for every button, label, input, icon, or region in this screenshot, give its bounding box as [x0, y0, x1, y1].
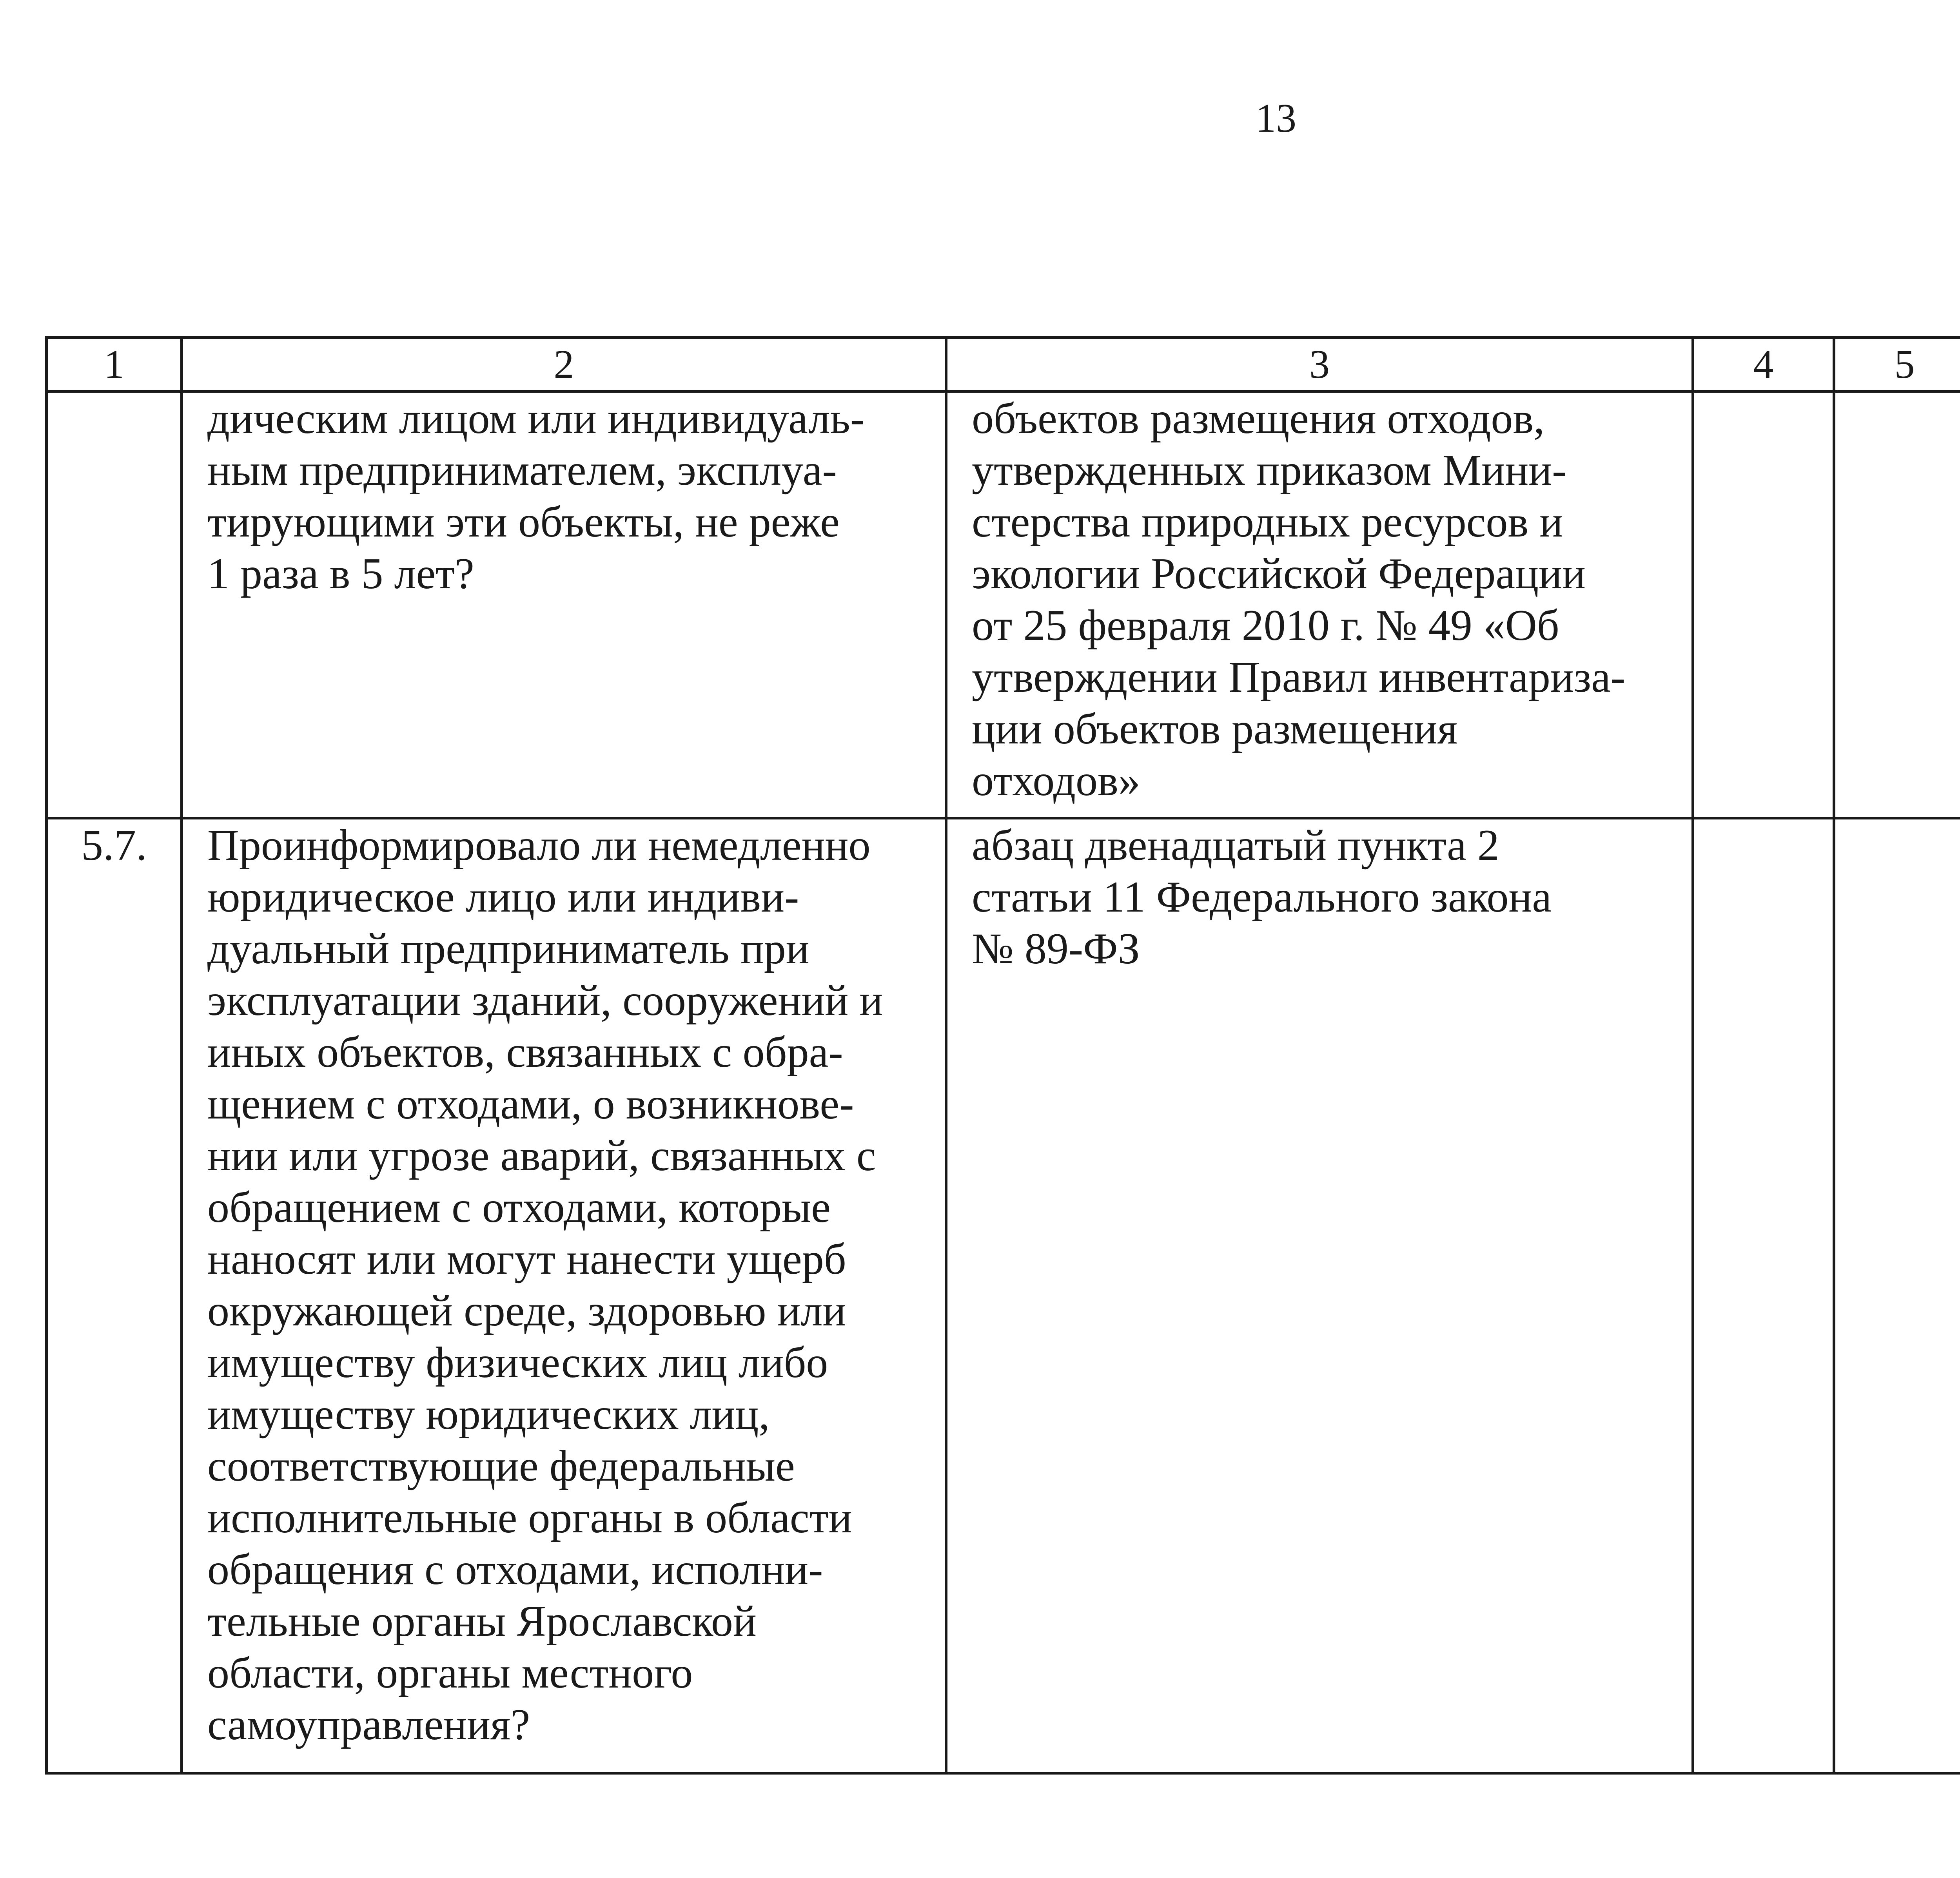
table-row	[47, 818, 1960, 1773]
row-number: 5.7.	[47, 818, 182, 1773]
legal-basis-cell	[946, 392, 1693, 818]
column-header: 5	[1834, 338, 1960, 392]
question-text: дическим лицом или индивидуаль- ным предпринимателем, эксплуа- тирующими эти объекты, не реже 1 раза в 5 лет?	[207, 394, 865, 598]
checklist-table	[45, 336, 1960, 1775]
column-header: 1	[47, 338, 182, 392]
column-header: 2	[182, 338, 946, 392]
legal-basis-cell	[946, 818, 1693, 1773]
page-number: 13	[1256, 96, 1296, 141]
table-header-row	[47, 338, 1960, 392]
column-header: 3	[946, 338, 1693, 392]
column-header: 4	[1693, 338, 1834, 392]
answer-cell-5	[1834, 392, 1960, 818]
answer-cell-4	[1693, 818, 1834, 1773]
question-text: Проинформировало ли немедленно юридическое лицо или индиви- дуальный предприниматель при эксплуатации зданий, сооружений и иных объектов, связанных с обра- щением с отходами, о возникнове- нии или угрозе аварий, связанных с обращением с отходами, которые наносят или могут нанести ущерб окружающей среде, здоровью или имуществу физических лиц либо имуществу юридических лиц, соответствующие федеральные исполнительные органы в области обращения с отходами, исполни- тельные органы Ярославской области, органы местного самоуправления?	[207, 821, 883, 1749]
question-cell	[182, 818, 946, 1773]
table-row	[47, 392, 1960, 818]
legal-basis-text: объектов размещения отходов, утвержденных приказом Мини- стерства природных ресурсов и экологии Российской Федерации от 25 февраля 2010 г. № 49 «Об утверждении Правил инвентариза- ции объектов размещения отходов»	[972, 394, 1626, 805]
legal-basis-text: абзац двенадцатый пункта 2 статьи 11 Федерального закона № 89-ФЗ	[972, 821, 1552, 973]
answer-cell-4	[1693, 392, 1834, 818]
question-cell	[182, 392, 946, 818]
answer-cell-5	[1834, 818, 1960, 1773]
row-number	[47, 392, 182, 818]
